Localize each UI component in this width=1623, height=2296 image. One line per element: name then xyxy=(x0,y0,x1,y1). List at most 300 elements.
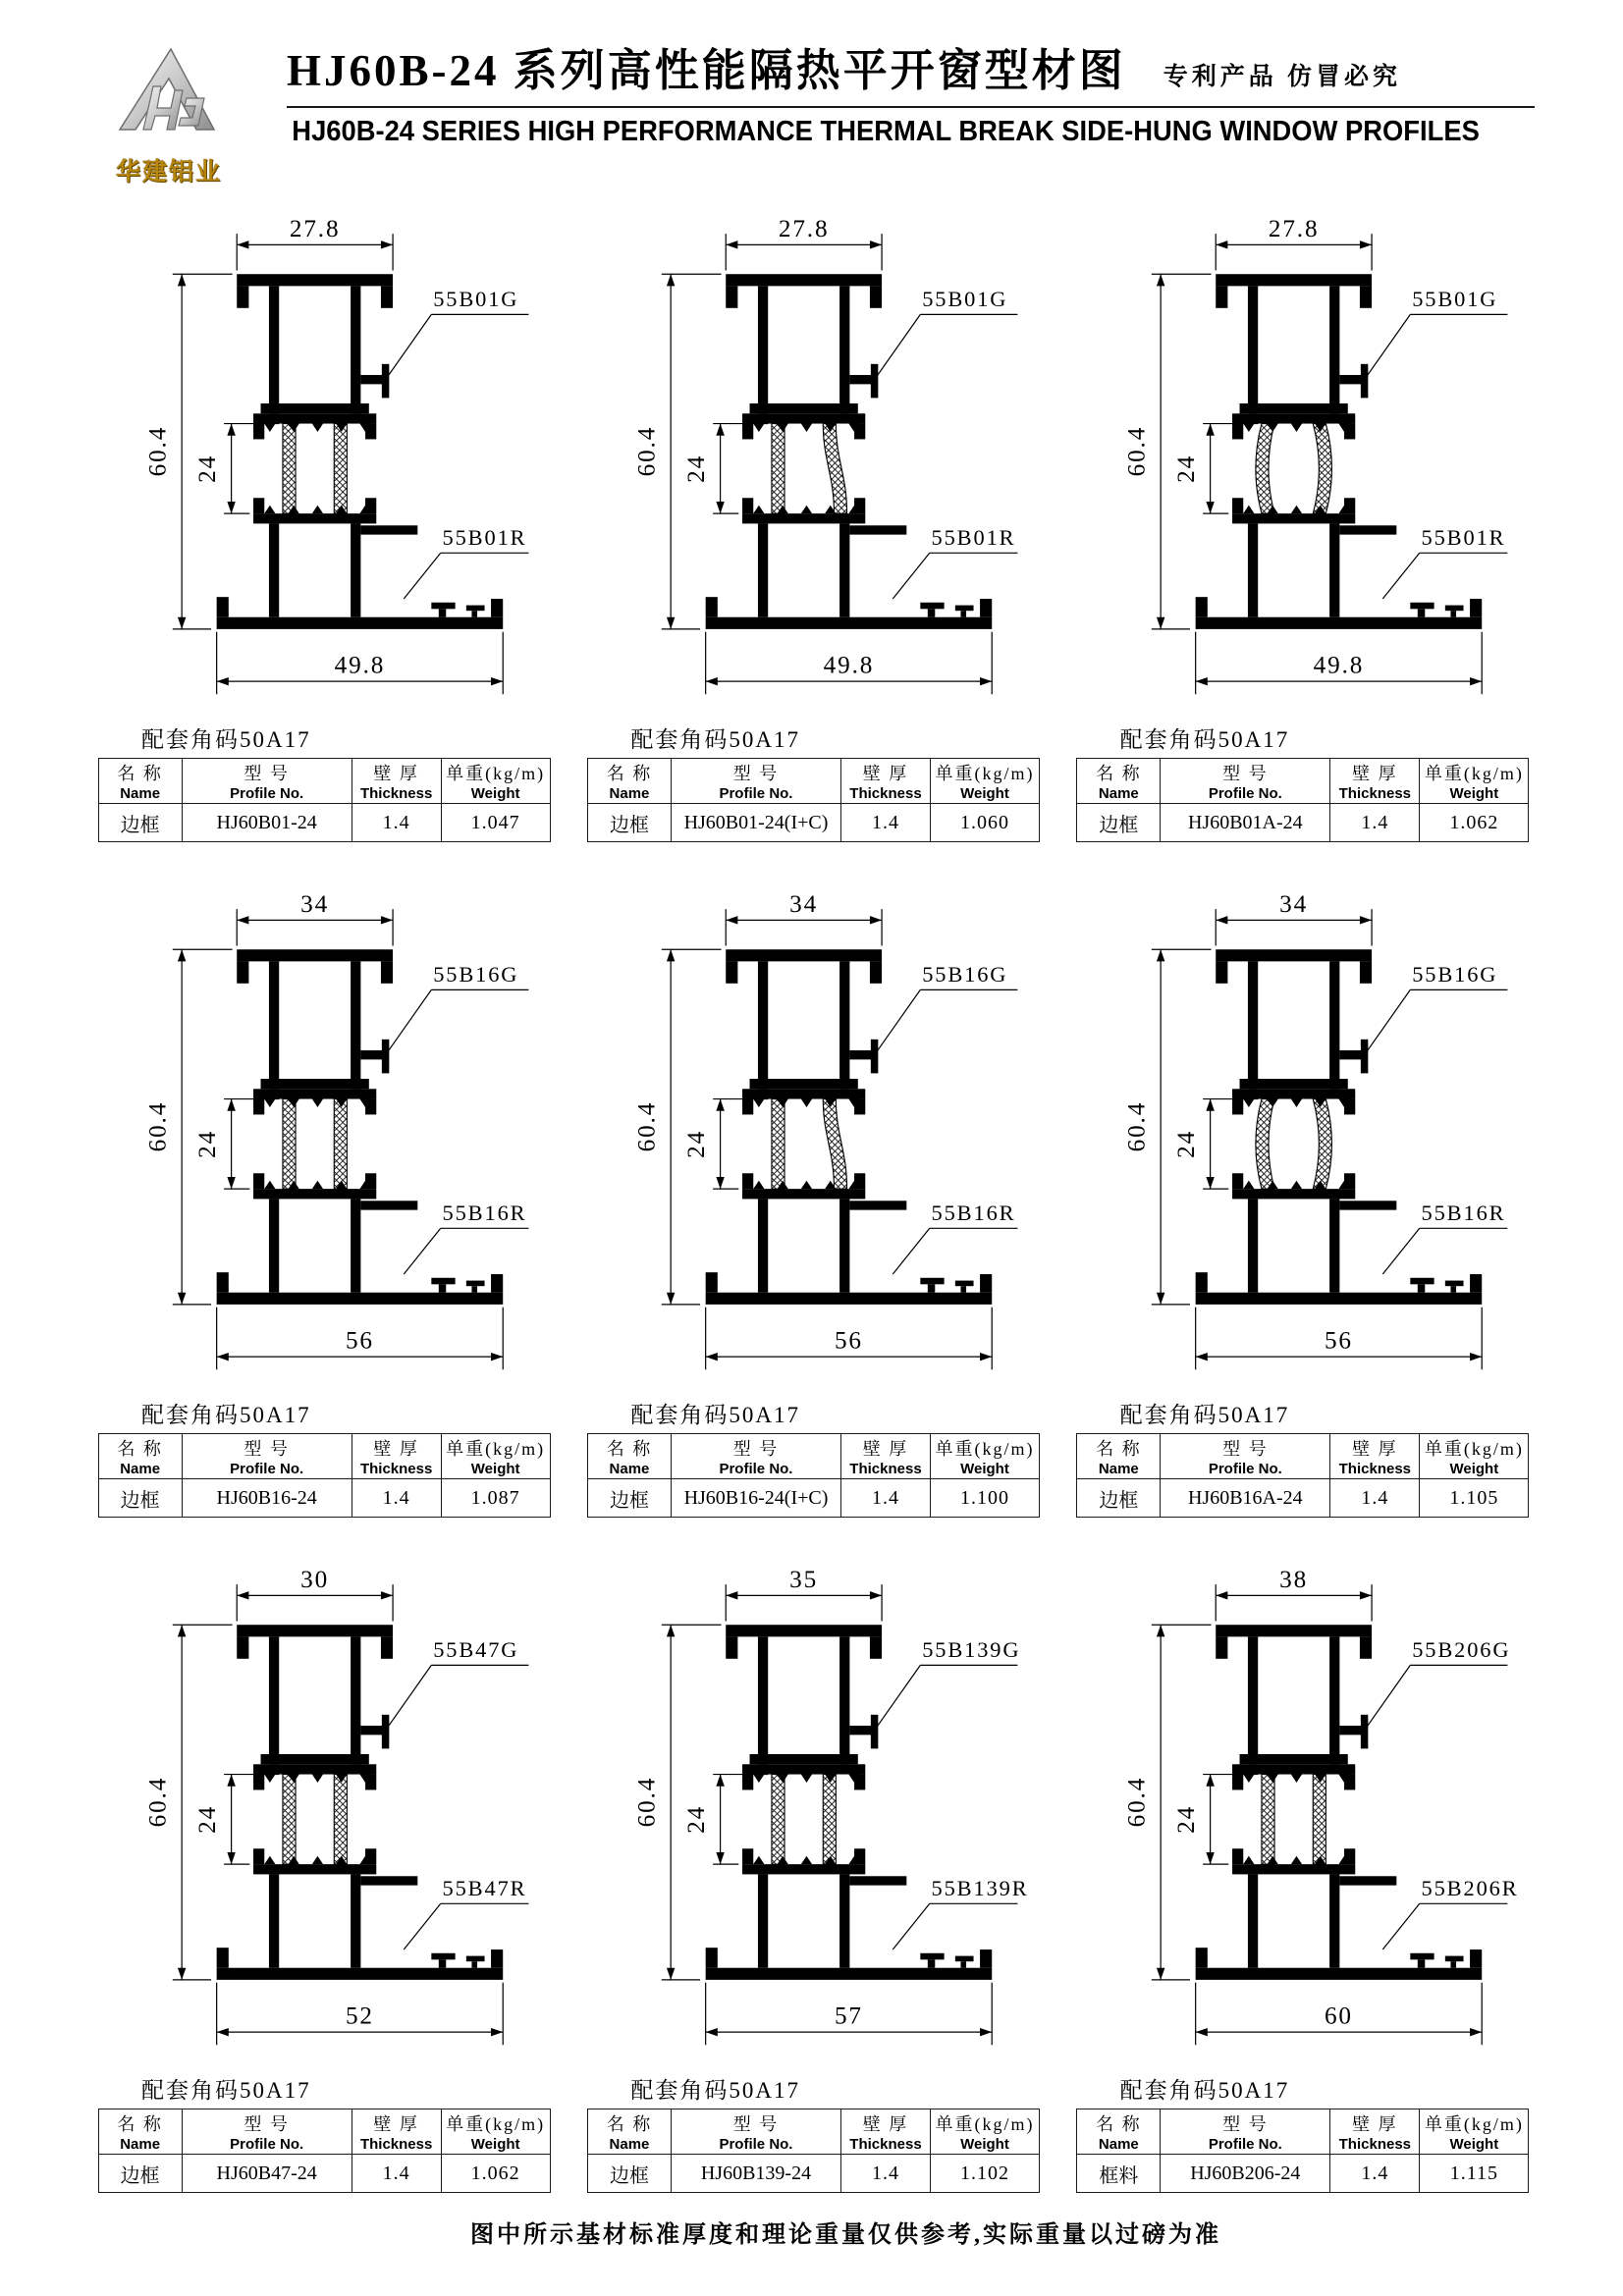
thermal-break-strip xyxy=(334,1775,347,1865)
profile-card xyxy=(1069,193,1537,869)
top-bar-hook xyxy=(381,286,393,307)
col-thickness: 壁 厚 Thickness xyxy=(840,1434,930,1479)
lower-chamber-wall xyxy=(840,1874,850,1967)
dimension-arrow xyxy=(981,677,993,685)
break-connector xyxy=(743,1764,866,1774)
connector-tooth xyxy=(754,1775,765,1783)
thermal-break-strip xyxy=(283,424,296,514)
dimension-arrow xyxy=(706,1353,718,1361)
cell-profile-no: HJ60B01A-24 xyxy=(1161,804,1330,842)
upper-chamber-wall xyxy=(1248,961,1258,1089)
connector-tooth xyxy=(801,424,812,432)
cell-thickness: 1.4 xyxy=(1330,804,1420,842)
col-weight: 单重(kg/m) Weight xyxy=(1420,1434,1529,1479)
spec-data-row xyxy=(587,804,1039,842)
lower-chamber-wall xyxy=(840,523,850,616)
bottom-bar xyxy=(217,1293,504,1305)
upper-chamber-wall xyxy=(1329,961,1339,1089)
connector-tooth xyxy=(312,424,323,432)
thermal-break-strip xyxy=(283,1099,296,1190)
leader-label-r: 55B206R xyxy=(1421,1875,1519,1900)
profile-drawing xyxy=(102,869,546,1401)
dimension-arrow xyxy=(381,1591,393,1599)
bottom-bar-hook xyxy=(1195,597,1207,617)
lower-flange xyxy=(1339,525,1396,534)
connector-claw xyxy=(1232,1099,1243,1115)
profile-drawing xyxy=(1081,869,1525,1401)
dimension-arrow xyxy=(237,1591,248,1599)
top-bar-hook xyxy=(1216,961,1227,983)
bottom-clip xyxy=(1450,611,1456,617)
connector-claw xyxy=(743,1099,754,1115)
dimension-arrow xyxy=(1157,274,1164,286)
connector-tooth xyxy=(754,1099,765,1107)
upper-chamber-wall xyxy=(269,1636,279,1764)
col-profile-no: 型 号 Profile No. xyxy=(671,2109,840,2155)
thermal-break-strip xyxy=(334,424,347,514)
bottom-clip xyxy=(921,1278,945,1285)
col-profile-no: 型 号 Profile No. xyxy=(671,759,840,804)
dimension-arrow xyxy=(491,2028,503,2036)
bottom-clip xyxy=(921,603,945,610)
bottom-clip xyxy=(1410,603,1434,610)
lower-chamber-wall xyxy=(269,1199,279,1292)
connector-tooth xyxy=(801,1099,812,1107)
leader-label-g: 55B206G xyxy=(1412,1636,1511,1662)
corner-code-label: 配套角码50A17 xyxy=(630,727,800,752)
dimension-arrow xyxy=(1470,677,1482,685)
connector-tooth xyxy=(264,424,275,432)
dim-break-height: 24 xyxy=(193,1129,221,1158)
dimension-line xyxy=(875,314,921,379)
connector-claw xyxy=(855,1173,866,1189)
upper-chamber-wall xyxy=(1248,286,1258,413)
connector-claw xyxy=(365,1848,376,1864)
dim-top-width: 38 xyxy=(1278,1566,1308,1593)
dimension-line xyxy=(893,553,930,599)
top-bar-hook xyxy=(870,286,882,307)
thermal-break-strip xyxy=(1256,1099,1274,1190)
leader-label-g: 55B16G xyxy=(1412,961,1498,987)
dim-overall-height: 60.4 xyxy=(633,1100,661,1152)
dimension-arrow xyxy=(667,1968,675,1980)
connector-tooth xyxy=(754,424,765,432)
upper-chamber-bottom xyxy=(1239,1754,1347,1764)
dim-top-width: 35 xyxy=(789,1566,819,1593)
col-weight: 单重(kg/m) Weight xyxy=(930,759,1039,804)
cell-name: 边框 xyxy=(98,2155,182,2193)
dimension-arrow xyxy=(706,677,718,685)
title-divider xyxy=(287,106,1535,108)
dimension-arrow xyxy=(667,617,675,629)
bottom-bar-hook xyxy=(491,1274,503,1293)
break-connector xyxy=(253,1189,376,1199)
spec-data-row xyxy=(98,1479,550,1518)
dimension-line xyxy=(875,1665,921,1730)
dimension-arrow xyxy=(1206,1775,1214,1787)
top-bar-hook xyxy=(1216,1636,1227,1658)
dimension-arrow xyxy=(1470,1353,1482,1361)
col-name: 名 称 Name xyxy=(1077,2109,1161,2155)
dim-bottom-width: 57 xyxy=(835,2002,864,2030)
connector-tooth xyxy=(312,1099,323,1107)
col-thickness: 壁 厚 Thickness xyxy=(840,759,930,804)
footer-note: 图中所示基材标准厚度和理论重量仅供参考,实际重量以过磅为准 xyxy=(470,2222,1221,2248)
dim-bottom-width: 49.8 xyxy=(824,652,875,679)
bottom-clip xyxy=(961,1961,967,1968)
connector-claw xyxy=(855,1775,866,1790)
bottom-clip xyxy=(928,609,935,616)
connector-claw xyxy=(743,1775,754,1790)
col-thickness: 壁 厚 Thickness xyxy=(1330,759,1420,804)
thermal-break-strip xyxy=(772,1775,784,1865)
break-connector xyxy=(1232,413,1355,423)
spec-data-row xyxy=(1077,804,1529,842)
upper-chamber-bottom xyxy=(750,1754,858,1764)
dimension-arrow xyxy=(667,1625,675,1636)
leader-label-r: 55B16R xyxy=(1421,1200,1506,1225)
dimension-arrow xyxy=(228,424,236,436)
col-name: 名 称 Name xyxy=(1077,759,1161,804)
thermal-break-strip xyxy=(1262,1775,1274,1865)
dimension-line xyxy=(404,553,440,599)
leader-label-r: 55B01R xyxy=(1421,524,1506,550)
cell-weight: 1.087 xyxy=(441,1479,550,1518)
connector-claw xyxy=(365,1173,376,1189)
bottom-clip xyxy=(431,1278,455,1285)
cell-thickness: 1.4 xyxy=(840,804,930,842)
upper-chamber-bottom xyxy=(1239,403,1347,413)
upper-chamber-wall xyxy=(840,1636,850,1764)
logo-mark xyxy=(110,47,228,149)
dimension-line xyxy=(1382,553,1419,599)
page-header xyxy=(0,0,1623,187)
cell-profile-no: HJ60B01-24(I+C) xyxy=(671,804,840,842)
connector-claw xyxy=(253,498,264,513)
upper-chamber-bottom xyxy=(261,403,369,413)
top-bar-hook xyxy=(1360,286,1372,307)
profiles-grid xyxy=(0,187,1623,2219)
connector-tooth xyxy=(801,1856,812,1864)
profile-drawing xyxy=(591,869,1035,1401)
dimension-arrow xyxy=(1206,1099,1214,1111)
dimension-arrow xyxy=(870,916,882,924)
dim-break-height: 24 xyxy=(683,1129,711,1158)
leader-label-g: 55B47G xyxy=(433,1636,519,1662)
bottom-clip xyxy=(431,603,455,610)
corner-code-label: 配套角码50A17 xyxy=(630,1403,800,1427)
dim-top-width: 30 xyxy=(300,1566,330,1593)
bottom-bar-hook xyxy=(706,1948,718,1968)
connector-tooth xyxy=(312,1181,323,1189)
bottom-bar-hook xyxy=(491,1949,503,1968)
profile-drawing xyxy=(102,193,546,725)
lower-chamber-wall xyxy=(1248,1199,1258,1292)
dimension-line xyxy=(386,314,432,379)
thermal-break-strip xyxy=(1256,424,1274,514)
upper-chamber-bottom xyxy=(750,403,858,413)
lower-chamber-wall xyxy=(840,1199,850,1292)
bottom-bar xyxy=(217,1968,504,1980)
cell-profile-no: HJ60B206-24 xyxy=(1161,2155,1330,2193)
top-bar-hook xyxy=(727,961,738,983)
bottom-clip xyxy=(1445,606,1464,612)
break-connector xyxy=(743,1089,866,1098)
glazing-clip xyxy=(871,1715,878,1749)
corner-code-label: 配套角码50A17 xyxy=(1119,727,1290,752)
spec-table xyxy=(1076,758,1529,842)
lower-chamber-wall xyxy=(758,1874,768,1967)
col-thickness: 壁 厚 Thickness xyxy=(1330,2109,1420,2155)
dim-overall-height: 60.4 xyxy=(633,425,661,477)
glazing-clip xyxy=(1339,1050,1364,1059)
dimension-arrow xyxy=(1195,2028,1207,2036)
upper-chamber-wall xyxy=(351,961,360,1089)
dim-top-width: 34 xyxy=(1278,890,1308,918)
dimension-arrow xyxy=(717,1099,725,1111)
spec-header-row xyxy=(587,2109,1039,2155)
dimension-arrow xyxy=(1157,1968,1164,1980)
col-thickness: 壁 厚 Thickness xyxy=(352,1434,441,1479)
page-subtitle: HJ60B-24 SERIES HIGH PERFORMANCE THERMAL BREAK SIDE-HUNG WINDOW PROFILES xyxy=(292,115,1480,147)
corner-code-label: 配套角码50A17 xyxy=(1119,2078,1290,2103)
profile-card xyxy=(579,1544,1047,2219)
lower-flange xyxy=(850,525,907,534)
dim-top-width: 34 xyxy=(789,890,819,918)
col-name: 名 称 Name xyxy=(587,759,671,804)
connector-tooth xyxy=(754,1856,765,1864)
upper-chamber-wall xyxy=(758,961,768,1089)
break-connector xyxy=(743,1189,866,1199)
connector-claw xyxy=(253,424,264,440)
break-connector xyxy=(253,1864,376,1874)
top-bar-hook xyxy=(727,286,738,307)
cell-thickness: 1.4 xyxy=(352,2155,441,2193)
break-connector xyxy=(743,413,866,423)
dim-break-height: 24 xyxy=(683,454,711,483)
dimension-arrow xyxy=(1157,1293,1164,1305)
lower-chamber-wall xyxy=(1329,1874,1339,1967)
bottom-clip xyxy=(955,1281,974,1287)
dimension-arrow xyxy=(217,2028,229,2036)
cell-name: 边框 xyxy=(1077,1479,1161,1518)
glazing-clip xyxy=(1339,1726,1364,1735)
glazing-clip xyxy=(871,364,878,399)
lower-flange xyxy=(361,1876,418,1885)
dimension-arrow xyxy=(1157,949,1164,961)
connector-claw xyxy=(1232,424,1243,440)
upper-chamber-wall xyxy=(1329,286,1339,413)
spec-table xyxy=(98,2109,551,2193)
corner-code-label: 配套角码50A17 xyxy=(141,2078,311,2103)
top-bar xyxy=(237,274,393,286)
patent-note: 专利产品 仿冒必究 xyxy=(1163,63,1402,90)
connector-claw xyxy=(1344,1099,1355,1115)
upper-chamber-wall xyxy=(269,961,279,1089)
break-connector xyxy=(743,513,866,523)
lower-chamber-wall xyxy=(269,523,279,616)
dimension-arrow xyxy=(178,274,186,286)
dimension-arrow xyxy=(178,949,186,961)
leader-label-g: 55B01G xyxy=(922,286,1008,311)
top-bar-hook xyxy=(381,961,393,983)
dimension-arrow xyxy=(491,1353,503,1361)
dimension-arrow xyxy=(228,1775,236,1787)
dimension-arrow xyxy=(1157,617,1164,629)
top-bar xyxy=(237,1625,393,1636)
dimension-arrow xyxy=(178,617,186,629)
bottom-clip xyxy=(1445,1956,1464,1962)
profile-drawing xyxy=(591,193,1035,725)
connector-tooth xyxy=(1291,506,1302,513)
profile-card xyxy=(1069,869,1537,1544)
dimension-line xyxy=(386,1665,432,1730)
dimension-arrow xyxy=(1206,502,1214,513)
cell-weight: 1.062 xyxy=(441,2155,550,2193)
bottom-bar-hook xyxy=(1470,1274,1482,1293)
cell-name: 边框 xyxy=(98,804,182,842)
cell-profile-no: HJ60B47-24 xyxy=(182,2155,352,2193)
bottom-bar-hook xyxy=(981,599,993,617)
dimension-arrow xyxy=(1360,240,1372,248)
bottom-bar xyxy=(706,1293,993,1305)
cell-weight: 1.100 xyxy=(930,1479,1039,1518)
dim-overall-height: 60.4 xyxy=(144,1100,172,1152)
dim-bottom-width: 56 xyxy=(1324,1327,1353,1355)
connector-claw xyxy=(855,1848,866,1864)
dimension-arrow xyxy=(981,2028,993,2036)
bottom-clip xyxy=(961,611,967,617)
upper-chamber-wall xyxy=(840,286,850,413)
dimension-arrow xyxy=(667,1293,675,1305)
leader-label-r: 55B01R xyxy=(932,524,1016,550)
dimension-line xyxy=(1382,1903,1419,1949)
dimension-arrow xyxy=(178,1293,186,1305)
spec-table xyxy=(587,758,1040,842)
dimension-arrow xyxy=(870,240,882,248)
dimension-arrow xyxy=(217,1353,229,1361)
connector-tooth xyxy=(264,1775,275,1783)
upper-chamber-bottom xyxy=(261,1079,369,1089)
connector-tooth xyxy=(1243,506,1254,513)
spec-data-row xyxy=(587,1479,1039,1518)
spec-header-row xyxy=(587,1434,1039,1479)
lower-flange xyxy=(1339,1201,1396,1209)
top-bar-hook xyxy=(870,1636,882,1658)
col-profile-no: 型 号 Profile No. xyxy=(1161,1434,1330,1479)
leader-label-r: 55B16R xyxy=(442,1200,527,1225)
dim-top-width: 34 xyxy=(300,890,330,918)
leader-label-g: 55B01G xyxy=(1412,286,1498,311)
dim-overall-height: 60.4 xyxy=(144,1776,172,1828)
dimension-arrow xyxy=(228,1177,236,1189)
dim-bottom-width: 56 xyxy=(346,1327,375,1355)
thermal-break-strip xyxy=(1313,1099,1331,1190)
connector-claw xyxy=(253,1173,264,1189)
profile-drawing xyxy=(1081,1544,1525,2076)
thermal-break-strip xyxy=(1313,424,1331,514)
leader-label-g: 55B01G xyxy=(433,286,519,311)
connector-tooth xyxy=(1243,424,1254,432)
break-connector xyxy=(253,513,376,523)
thermal-break-strip xyxy=(824,1775,837,1865)
cell-weight: 1.102 xyxy=(930,2155,1039,2193)
bottom-bar xyxy=(1195,1293,1482,1305)
connector-claw xyxy=(743,1173,754,1189)
corner-code-label: 配套角码50A17 xyxy=(141,727,311,752)
cell-profile-no: HJ60B16A-24 xyxy=(1161,1479,1330,1518)
profile-card xyxy=(90,193,558,869)
connector-tooth xyxy=(264,1099,275,1107)
connector-tooth xyxy=(1243,1181,1254,1189)
dimension-line xyxy=(386,989,432,1054)
thermal-break-strip xyxy=(772,1099,784,1190)
thermal-break-strip xyxy=(824,1099,847,1190)
bottom-clip xyxy=(955,606,974,612)
col-profile-no: 型 号 Profile No. xyxy=(671,1434,840,1479)
glazing-clip xyxy=(382,1040,389,1074)
glazing-clip xyxy=(1361,1040,1368,1074)
cell-weight: 1.105 xyxy=(1420,1479,1529,1518)
profile-drawing xyxy=(102,1544,546,2076)
dim-top-width: 27.8 xyxy=(779,215,830,242)
upper-chamber-wall xyxy=(351,1636,360,1764)
top-bar-hook xyxy=(237,961,248,983)
top-bar-hook xyxy=(237,1636,248,1658)
thermal-break-strip xyxy=(824,424,847,514)
connector-tooth xyxy=(312,1775,323,1783)
thermal-break-strip xyxy=(1313,1775,1325,1865)
cell-thickness: 1.4 xyxy=(840,1479,930,1518)
lower-chamber-wall xyxy=(351,1199,360,1292)
top-bar xyxy=(1216,1625,1372,1636)
lower-flange xyxy=(361,525,418,534)
dim-overall-height: 60.4 xyxy=(144,425,172,477)
dimension-arrow xyxy=(237,240,248,248)
dimension-arrow xyxy=(667,949,675,961)
dimension-arrow xyxy=(717,1177,725,1189)
dimension-arrow xyxy=(1216,1591,1227,1599)
col-name: 名 称 Name xyxy=(98,1434,182,1479)
bottom-bar-hook xyxy=(706,597,718,617)
connector-claw xyxy=(1344,1173,1355,1189)
dimension-arrow xyxy=(717,1852,725,1864)
col-weight: 单重(kg/m) Weight xyxy=(1420,2109,1529,2155)
bottom-clip xyxy=(921,1953,945,1960)
bottom-clip xyxy=(961,1286,967,1293)
dimension-arrow xyxy=(981,1353,993,1361)
thermal-break-strip xyxy=(334,1099,347,1190)
profile-card xyxy=(579,869,1047,1544)
connector-claw xyxy=(1232,1775,1243,1790)
dim-bottom-width: 49.8 xyxy=(334,652,386,679)
connector-claw xyxy=(1344,424,1355,440)
glazing-clip xyxy=(382,364,389,399)
dim-overall-height: 60.4 xyxy=(1123,1100,1151,1152)
profile-drawing xyxy=(591,1544,1035,2076)
bottom-clip xyxy=(466,1956,485,1962)
cell-thickness: 1.4 xyxy=(352,1479,441,1518)
connector-claw xyxy=(365,424,376,440)
bottom-bar-hook xyxy=(1470,599,1482,617)
bottom-bar-hook xyxy=(217,1272,229,1293)
dimension-arrow xyxy=(228,1099,236,1111)
cell-name: 边框 xyxy=(587,1479,671,1518)
spec-data-row xyxy=(1077,1479,1529,1518)
bottom-bar xyxy=(217,617,504,629)
dimension-arrow xyxy=(1195,1353,1207,1361)
upper-chamber-wall xyxy=(758,1636,768,1764)
